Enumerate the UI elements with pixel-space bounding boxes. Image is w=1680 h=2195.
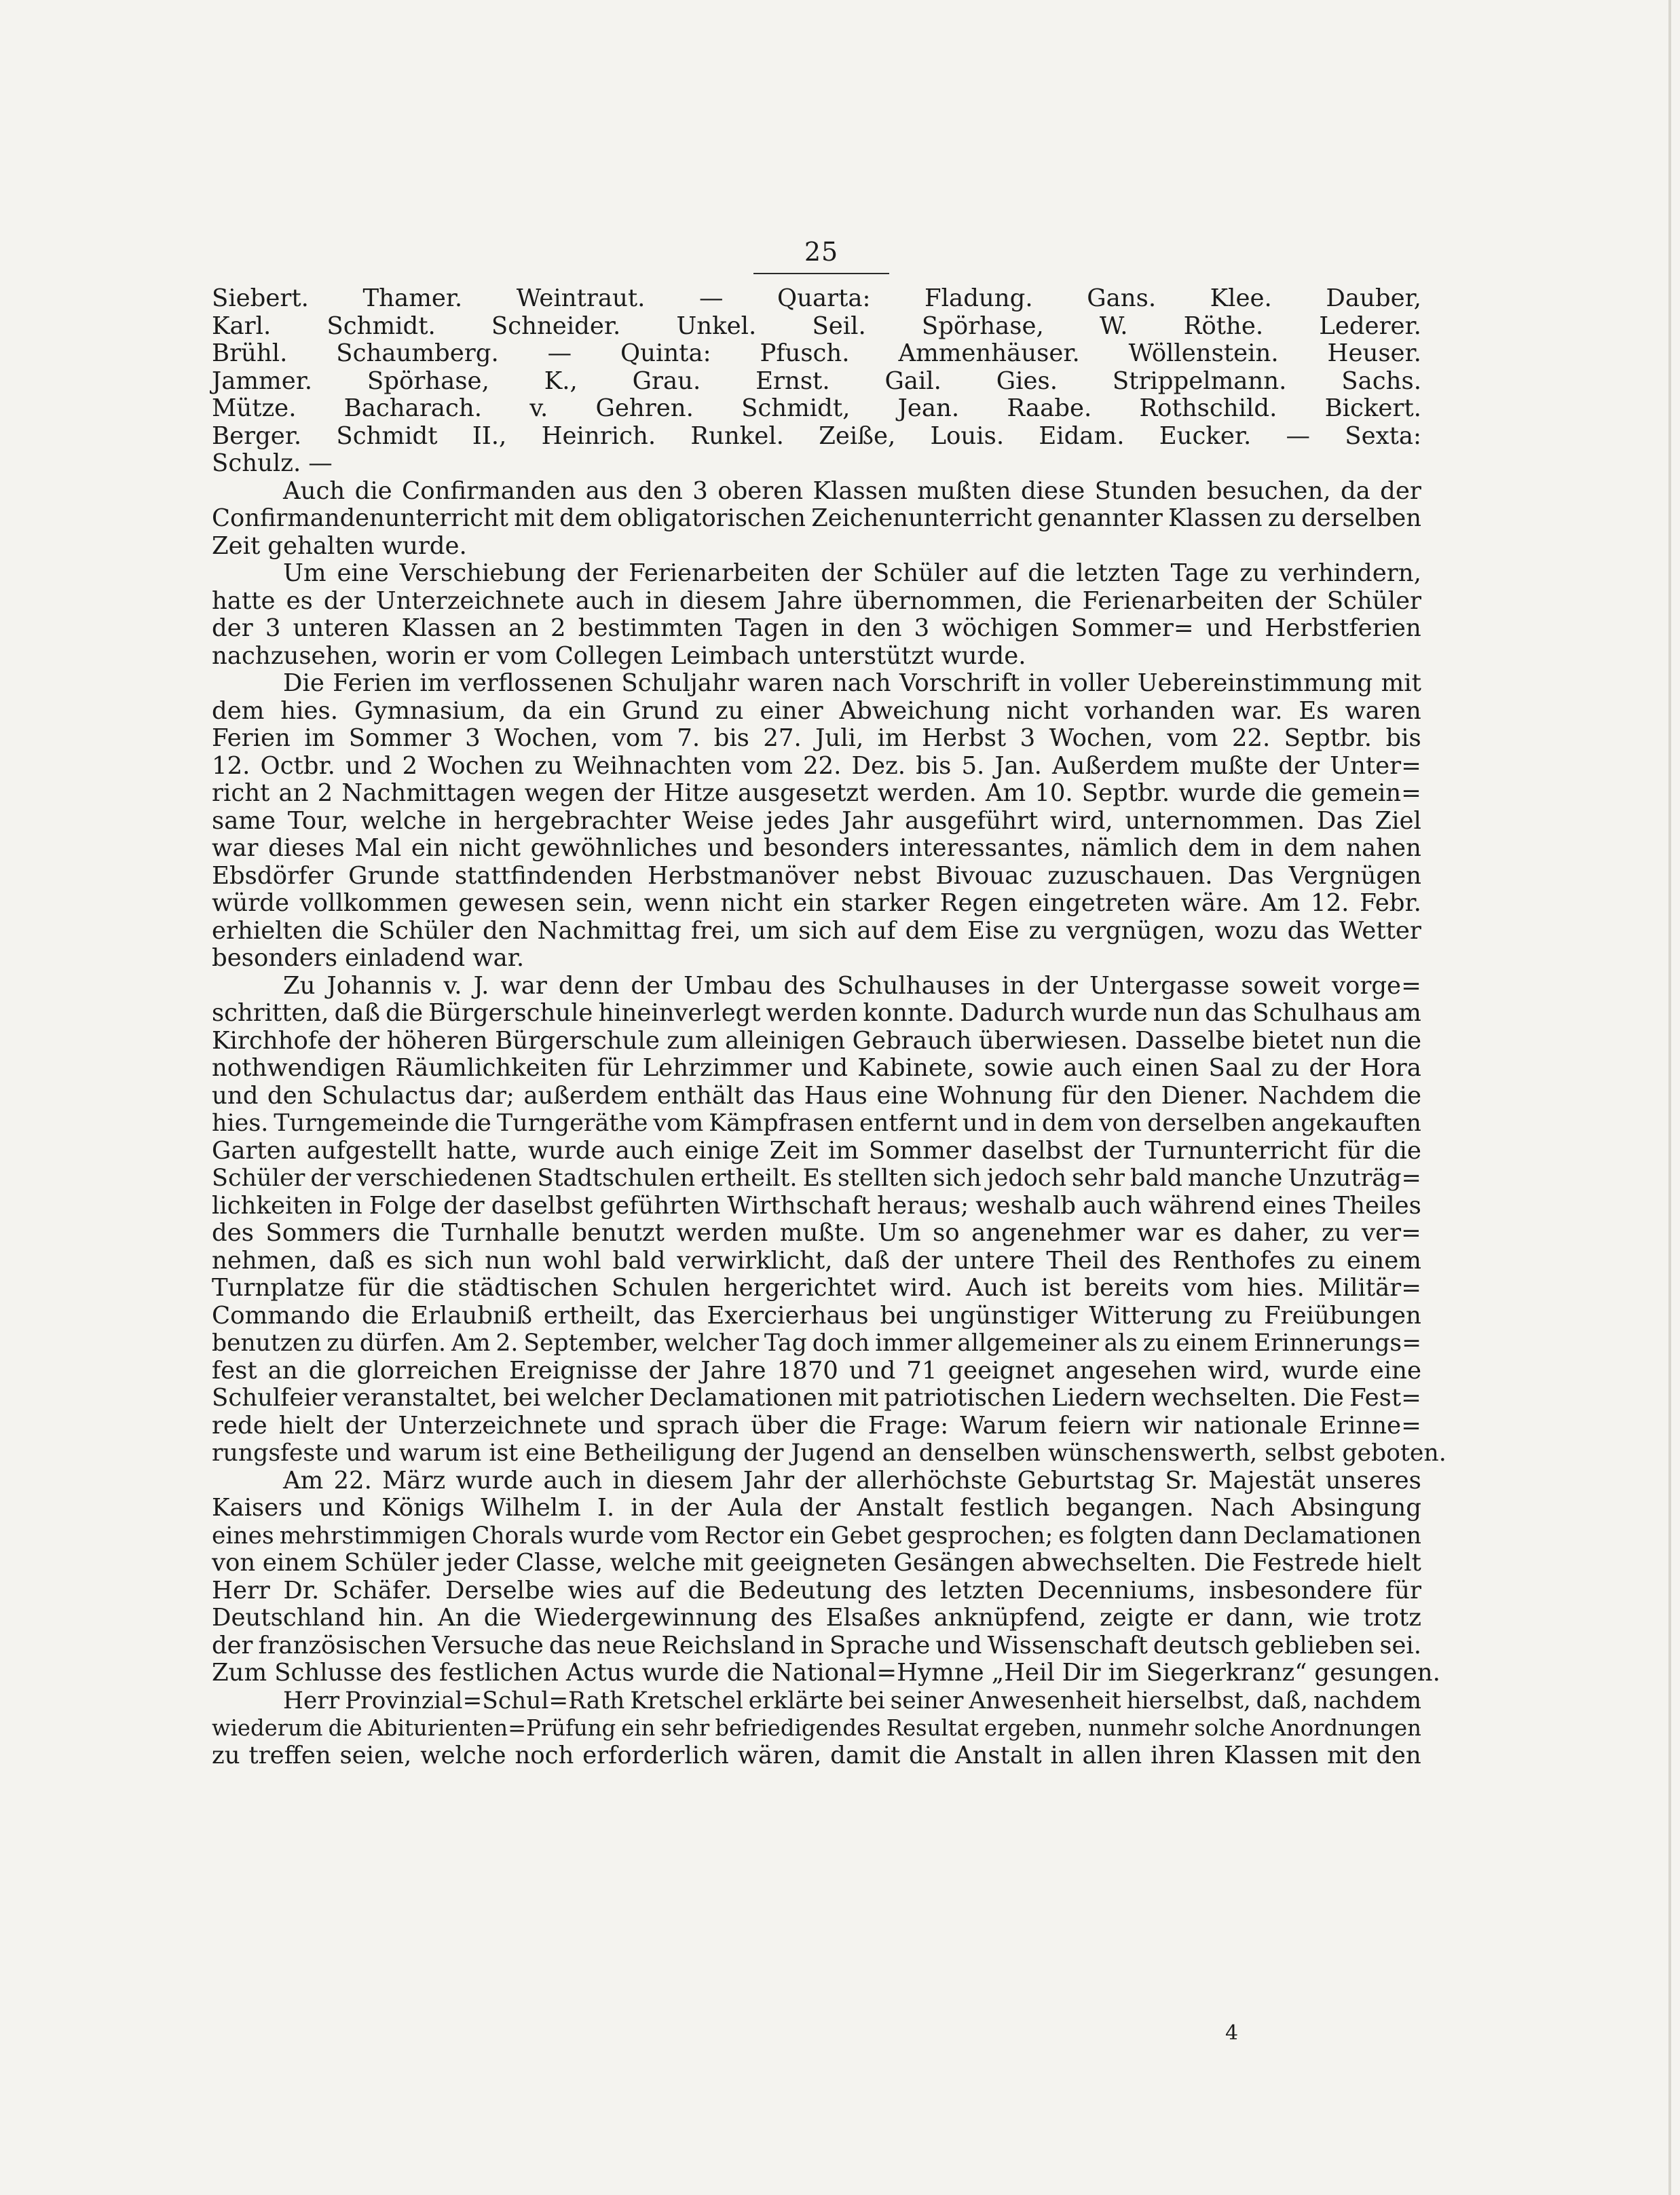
text-line: von einem Schüler jeder Classe, welche mit geeigneten Gesängen abwechselten. Die Festrede hielt: [212, 1549, 1421, 1577]
text-line: war dieses Mal ein nicht gewöhnliches und besonders interessantes, nämlich dem in dem nahen: [212, 834, 1421, 862]
text-line: dem hies. Gymnasium, da ein Grund zu einer Abweichung nicht vorhanden war. Es waren: [212, 696, 1421, 725]
text-line: rungsfeste und warum ist eine Betheiligung der Jugend an denselben wünschenswerth, selbst geboten.: [212, 1440, 1446, 1467]
text-line: Ebsdörfer Grunde stattfindenden Herbstmanöver nebst Bivouac zuzuschauen. Das Vergnügen: [212, 861, 1421, 890]
text-line: same Tour, welche in hergebrachter Weise jedes Jahr ausgeführt wird, unternommen. Das Ziel: [212, 806, 1421, 835]
text-line: Die Ferien im verflossenen Schuljahr waren nach Vorschrift in voller Uebereinstimmung mit: [283, 669, 1421, 697]
text-line: Siebert. Thamer. Weintraut. — Quarta: Fladung. Gans. Klee. Dauber,: [212, 284, 1421, 312]
text-line: Karl. Schmidt. Schneider. Unkel. Seil. Spörhase, W. Röthe. Lederer.: [212, 312, 1421, 340]
text-line: und den Schulactus dar; außerdem enthält das Haus eine Wohnung für den Diener. Nachdem die: [212, 1081, 1421, 1110]
text-line: Schulz. —: [212, 449, 333, 477]
page-number: 25: [804, 237, 839, 267]
text-line: benutzen zu dürfen. Am 2. September, welcher Tag doch immer allgemeiner als zu einem Erinnerungs=: [212, 1330, 1421, 1357]
text-line: wiederum die Abiturienten=Prüfung ein sehr befriedigendes Resultat ergeben, nunmehr solche Anordnungen: [212, 1715, 1421, 1741]
text-line: zu treffen seien, welche noch erforderlich wären, damit die Anstalt in allen ihren Klassen mit den: [212, 1741, 1421, 1769]
page-number-rule: [753, 273, 889, 274]
text-line: Mütze. Bacharach. v. Gehren. Schmidt, Jean. Raabe. Rothschild. Bickert.: [212, 394, 1421, 422]
text-line: Um eine Verschiebung der Ferienarbeiten der Schüler auf die letzten Tage zu verhindern,: [283, 559, 1421, 587]
text-line: nothwendigen Räumlichkeiten für Lehrzimmer und Kabinete, sowie auch einen Saal zu der Hora: [212, 1054, 1421, 1082]
text-line: eines mehrstimmigen Chorals wurde vom Rector ein Gebet gesprochen; es folgten dann Declamationen: [212, 1522, 1421, 1550]
text-line: Schulfeier veranstaltet, bei welcher Declamationen mit patriotischen Liedern wechselten. Die Fest=: [212, 1384, 1421, 1412]
text-line: Turnplatze für die städtischen Schulen hergerichtet wird. Auch ist bereits vom hies. Militär=: [212, 1274, 1421, 1302]
body-text: [212, 284, 1446, 1769]
text-line: Deutschland hin. An die Wiedergewinnung des Elsaßes anknüpfend, zeigte er dann, wie trotz: [212, 1604, 1421, 1632]
text-line: der 3 unteren Klassen an 2 bestimmten Tagen in den 3 wöchigen Sommer= und Herbstferien: [212, 614, 1421, 642]
text-line: schritten, daß die Bürgerschule hineinverlegt werden konnte. Dadurch wurde nun das Schulhaus am: [212, 999, 1421, 1027]
text-line: Zu Johannis v. J. war denn der Umbau des Schulhauses in der Untergasse soweit vorge=: [283, 971, 1421, 1000]
text-line: Brühl. Schaumberg. — Quinta: Pfusch. Ammenhäuser. Wöllenstein. Heuser.: [212, 339, 1421, 367]
text-line: Kaisers und Königs Wilhelm I. in der Aula der Anstalt festlich begangen. Nach Absingung: [212, 1494, 1421, 1522]
page-header: [733, 239, 910, 274]
text-line: Jammer. Spörhase, K., Grau. Ernst. Gail. Gies. Strippelmann. Sachs.: [212, 367, 1421, 395]
text-line: Berger. Schmidt II., Heinrich. Runkel. Zeiße, Louis. Eidam. Eucker. — Sexta:: [212, 421, 1421, 450]
scan-edge-mark: [1668, 0, 1671, 2195]
text-line: Zum Schlusse des festlichen Actus wurde die National=Hymne „Heil Dir im Siegerkranz“ gesungen.: [212, 1659, 1440, 1687]
text-line: richt an 2 Nachmittagen wegen der Hitze ausgesetzt werden. Am 10. Septbr. wurde die gemein=: [212, 779, 1421, 807]
text-line: Am 22. März wurde auch in diesem Jahr der allerhöchste Geburtstag Sr. Majestät unseres: [283, 1466, 1421, 1495]
text-line: Zeit gehalten wurde.: [212, 531, 467, 560]
signature-mark: 4: [1225, 2021, 1239, 2045]
text-line: der französischen Versuche das neue Reichsland in Sprache und Wissenschaft deutsch geblieben sei.: [212, 1631, 1421, 1659]
text-line: würde vollkommen gewesen sein, wenn nicht ein starker Regen eingetreten wäre. Am 12. Febr.: [212, 889, 1421, 917]
text-line: Kirchhofe der höheren Bürgerschule zum alleinigen Gebrauch überwiesen. Dasselbe bietet nun die: [212, 1026, 1421, 1055]
text-line: 12. Octbr. und 2 Wochen zu Weihnachten vom 22. Dez. bis 5. Jan. Außerdem mußte der Unter=: [212, 751, 1421, 780]
text-line: nehmen, daß es sich nun wohl bald verwirklicht, daß der untere Theil des Renthofes zu einem: [212, 1246, 1421, 1275]
text-line: Confirmandenunterricht mit dem obligatorischen Zeichenunterricht genannter Klassen zu derselben: [212, 504, 1421, 532]
text-line: Garten aufgestellt hatte, wurde auch einige Zeit im Sommer daselbst der Turnunterricht für die: [212, 1136, 1421, 1165]
text-line: des Sommers die Turnhalle benutzt werden mußte. Um so angenehmer war es daher, zu ver=: [212, 1219, 1421, 1247]
text-line: Schüler der verschiedenen Stadtschulen ertheilt. Es stellten sich jedoch sehr bald manche Unzuträg=: [212, 1164, 1421, 1192]
text-line: hies. Turngemeinde die Turngeräthe vom Kämpfrasen entfernt und in dem von derselben angekauften: [212, 1110, 1421, 1137]
text-line: lichkeiten in Folge der daselbst geführten Wirthschaft heraus; weshalb auch während eines Theiles: [212, 1191, 1421, 1220]
text-line: erhielten die Schüler den Nachmittag frei, um sich auf dem Eise zu vergnügen, wozu das Wetter: [212, 916, 1421, 945]
text-line: Herr Dr. Schäfer. Derselbe wies auf die Bedeutung des letzten Decenniums, insbesondere für: [212, 1576, 1421, 1605]
text-line: Auch die Confirmanden aus den 3 oberen Klassen mußten diese Stunden besuchen, da der: [283, 476, 1421, 505]
text-line: hatte es der Unterzeichnete auch in diesem Jahre übernommen, die Ferienarbeiten der Schüler: [212, 586, 1421, 615]
text-line: rede hielt der Unterzeichnete und sprach über die Frage: Warum feiern wir nationale Erinne=: [212, 1411, 1421, 1440]
text-line: Herr Provinzial=Schul=Rath Kretschel erklärte bei seiner Anwesenheit hierselbst, daß, nachdem: [283, 1687, 1421, 1714]
text-line: besonders einladend war.: [212, 944, 525, 972]
text-line: Commando die Erlaubniß ertheilt, das Exercierhaus bei ungünstiger Witterung zu Freiübungen: [212, 1301, 1421, 1330]
text-line: fest an die glorreichen Ereignisse der Jahre 1870 und 71 geeignet angesehen wird, wurde eine: [212, 1356, 1421, 1385]
text-line: nachzusehen, worin er vom Collegen Leimbach unterstützt wurde.: [212, 641, 1026, 670]
text-line: Ferien im Sommer 3 Wochen, vom 7. bis 27. Juli, im Herbst 3 Wochen, vom 22. Septbr. bis: [212, 724, 1421, 752]
